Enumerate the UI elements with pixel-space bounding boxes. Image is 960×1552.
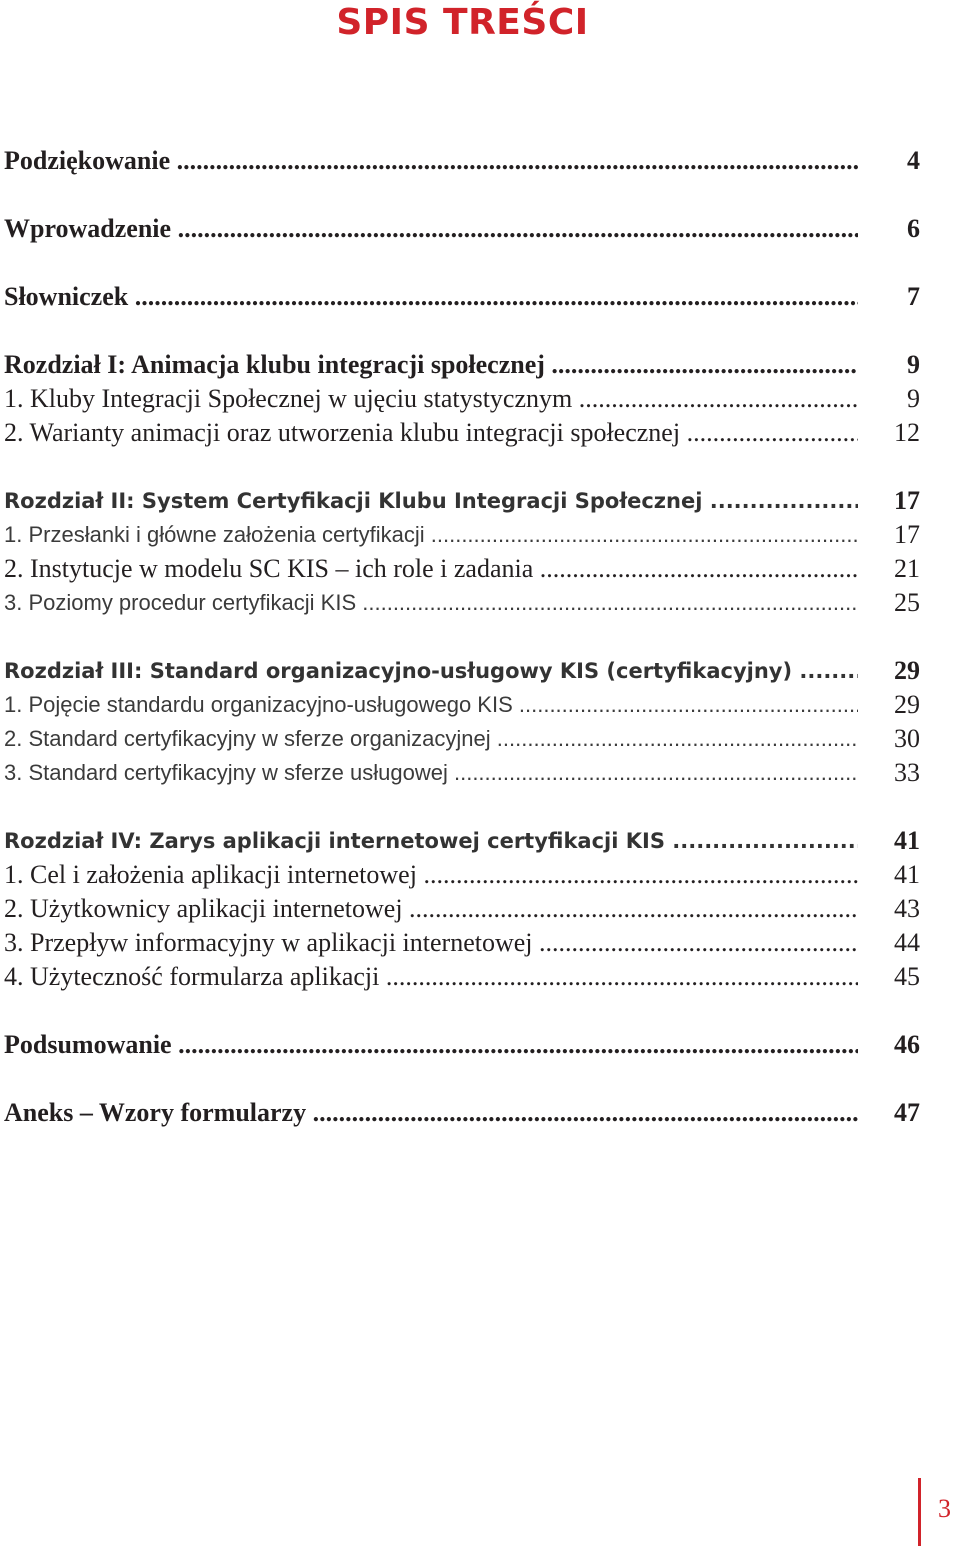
toc-entry-title: 1. Przesłanki i główne założenia certyfikacji ..... [4,518,858,552]
toc-entry-title: 2. Użytkownicy aplikacji internetowej ..... [4,892,858,926]
page-number: 3 [938,1494,951,1523]
toc-entry-page: 25 [894,588,920,617]
toc-entry-page: 46 [894,1030,920,1059]
toc-entry-page: 44 [894,928,920,957]
toc-section-4-1[interactable] [4,858,920,892]
toc-entry-page: 41 [894,826,920,855]
toc-entry-page: 7 [907,282,920,311]
footer-divider [918,1478,921,1546]
toc-entry-title: Rozdział IV: Zarys aplikacji internetowej certyfikacji KIS ..... [4,824,858,858]
toc-entry-title: Aneks – Wzory formularzy ..... [4,1096,858,1130]
toc-entry-title: 2. Warianty animacji oraz utworzenia klubu integracji społecznej ..... [4,416,858,450]
toc-section-2-1[interactable] [4,518,920,552]
toc-entry-title: Podziękowanie ..... [4,144,858,178]
toc-section-4-3[interactable] [4,926,920,960]
toc-entry-page: 21 [894,554,920,583]
toc-section-4-2[interactable] [4,892,920,926]
toc-entry-title: 2. Standard certyfikacyjny w sferze organizacyjnej ..... [4,722,858,756]
toc-entry-podsumowanie[interactable] [4,1028,920,1062]
toc-entry-title: 2. Instytucje w modelu SC KIS – ich role i zadania ..... [4,552,858,586]
toc-section-1-1[interactable] [4,382,920,416]
toc-section-2-2[interactable] [4,552,920,586]
toc-entry-page: 33 [894,758,920,787]
toc-entry-page: 4 [907,146,920,175]
toc-entry-page: 45 [894,962,920,991]
toc-entry-slowniczek[interactable] [4,280,920,314]
toc-section-3-3[interactable] [4,756,920,790]
toc-entry-page: 30 [894,724,920,753]
toc-section-3-1[interactable] [4,688,920,722]
toc-entry-podziekowanie[interactable] [4,144,920,178]
toc-entry-page: 41 [894,860,920,889]
toc-entry-page: 17 [894,520,920,549]
toc-entry-title: 4. Użyteczność formularza aplikacji ..... [4,960,858,994]
toc-entry-wprowadzenie[interactable] [4,212,920,246]
toc-entry-title: 1. Cel i założenia aplikacji internetowej ..... [4,858,858,892]
toc-entry-page: 9 [907,384,920,413]
toc-section-3-2[interactable] [4,722,920,756]
toc-section-2-3[interactable] [4,586,920,620]
toc-chapter-2[interactable] [4,484,920,518]
toc-chapter-1[interactable] [4,348,920,382]
toc-entry-aneks[interactable] [4,1096,920,1130]
toc-entry-page: 29 [894,690,920,719]
toc-entry-title: 3. Przepływ informacyjny w aplikacji internetowej ..... [4,926,858,960]
toc-entry-page: 12 [894,418,920,447]
page-title: SPIS TREŚCI [336,2,589,43]
toc-entry-page: 6 [907,214,920,243]
table-of-contents [4,144,920,1130]
toc-entry-title: 3. Standard certyfikacyjny w sferze usługowej ..... [4,756,858,790]
toc-entry-title: Rozdział III: Standard organizacyjno-usługowy KIS (certyfikacyjny) ..... [4,654,858,688]
toc-entry-title: 3. Poziomy procedur certyfikacji KIS ..... [4,586,858,620]
toc-section-1-2[interactable] [4,416,920,450]
toc-entry-title: 1. Kluby Integracji Społecznej w ujęciu statystycznym ..... [4,382,858,416]
toc-section-4-4[interactable] [4,960,920,994]
toc-entry-title: Podsumowanie ..... [4,1028,858,1062]
toc-entry-page: 29 [894,656,920,685]
toc-entry-page: 17 [894,486,920,515]
toc-chapter-3[interactable] [4,654,920,688]
toc-entry-title: 1. Pojęcie standardu organizacyjno-usługowego KIS ..... [4,688,858,722]
toc-entry-title: Wprowadzenie ..... [4,212,858,246]
toc-entry-page: 9 [907,350,920,379]
toc-entry-title: Słowniczek ..... [4,280,858,314]
toc-entry-title: Rozdział II: System Certyfikacji Klubu Integracji Społecznej ..... [4,484,858,518]
toc-entry-page: 47 [894,1098,920,1127]
toc-entry-title: Rozdział I: Animacja klubu integracji społecznej ..... [4,348,858,382]
toc-chapter-4[interactable] [4,824,920,858]
toc-entry-page: 43 [894,894,920,923]
